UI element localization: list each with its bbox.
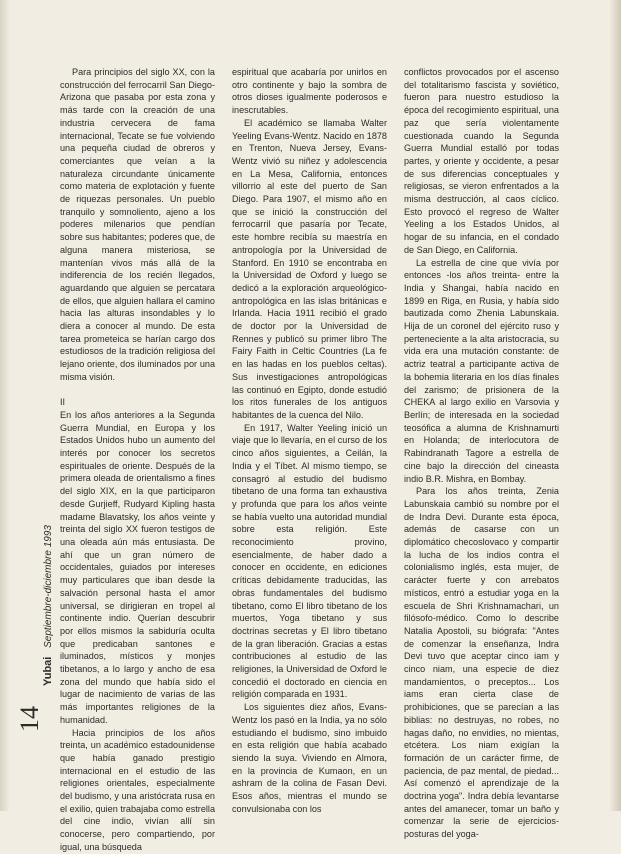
paragraph: Para los años treinta, Zenia Labunskaia cambió su nombre por el de Indra Devi. Durante esta época, además de casarse con un diplomático checoslovaco y compartir la lucha de los indios contra el colonialismo inglés, esta mujer, de carácter fuerte y con arrebatos místicos, entró a estudiar yoga en la escuela de Shri Krishnamachari, un filósofo-médico. Como lo describe Natalia Apostoli, su biógrafa: "Antes de comenzar la enseñanza, Indra Devi tuvo que aceptar cinco iam y cinco niam, una especie de diez mandamientos, o preceptos... Los iams eran cierta clase de prohibiciones, que se parecían a las biblias: no destruyas, no robes, no hagas daño, no envidies, no mientas, etcétera. Los niam exigían la formación de un carácter firme, de paciencia, de paz mental, de piedad... Así comenzó el aprendizaje de la doctrina yoga". Indra debía levantarse antes del amanecer, tomar un baño y comenzar la serie de ejercicios-posturas del yoga-: [404, 486, 559, 840]
paragraph: En 1917, Walter Yeeling inició un viaje que lo llevaría, en el curso de los cinco años siguientes, a Ceilán, la India y el Tíbet. Al mismo tiempo, se consagró al estudio del budismo tibetano de una forma tan exhaustiva y profunda que para los años veinte se había vuelto una autoridad mundial sobre esta religión. Este reconocimiento provino, esencialmente, de haber dado a conocer en occidente, en ediciones críticas debidamente traducidas, las obras fundamentales del budismo tibetano, como El libro tibetano de los muertos, Yoga tibetano y sus doctrinas secretas y El libro tibetano de la gran liberación. Gracias a estas contribuciones al estudio de las religiones, la Universidad de Oxford le concedió el doctorado en ciencia en religión comparada en 1931.: [232, 422, 387, 700]
paragraph: La estrella de cine que vivía por entonces -los años treinta- entre la India y Shangai, había nacido en 1899 en Riga, en Rusia, y había sido bautizada como Zhenia Labunskaia. Hija de un coronel del ejército ruso y perteneciente a la alta aristocracia, su vida era una mutación constante: de actriz teatral a participante activa de la bohemia literaria en los días finales del zarismo; de prisionera de la CHEKA al largo exilio en Varsovia y Berlín; de interesada en la sociedad teosófica a alumna de Krishnamurti en Holanda; de interlocutora de Rabindranath Tagore a estrella de cine bajo la dirección del cineasta indio B.R. Mishra, en Bombay.: [404, 257, 559, 484]
paragraph: Para principios del siglo XX, con la construcción del ferrocarril San Diego-Arizona que pasaba por esta zona y más tarde con la creación de una industria cervecera de fama internacional, Tecate se fue volviendo una pequeña ciudad de obreros y comerciantes que veían a la naturaleza circundante únicamente como materia de explotación y fuente de riquezas personales. Un pueblo tranquilo y somnoliento, ajeno a los poderes milenarios que pendían sobre sus habitantes; poderes que, de alguna manera misteriosa, se mantenían vivos más allá de la indiferencia de los recién llegados, aguardando que alguien se percatara de ellos, que alguien hallara el camino hacia las alturas insondables y lo diera a conocer al mundo. De esta tarea prometeica se harían cargo dos estudiosos de la tradición religiosa del lejano oriente, dos iluminados por una misma visión.: [60, 67, 215, 382]
paragraph: conflictos provocados por el ascenso del totalitarismo fascista y soviético, fueron para nuestro estudioso la época del recogimiento espiritual, una paz que sería violentamente cuestionada cuando la Segunda Guerra Mundial estalló por todas partes, y oriente y occidente, a pesar de sus diferencias conceptuales y religiosas, se vieron enfrentados a la misma destrucción, al caos cíclico. Esto provocó el regreso de Walter Yeeling a los Estados Unidos, al hogar de su infancia, en el condado de San Diego, en California.: [404, 67, 559, 255]
paragraph: En los años anteriores a la Segunda Guerra Mundial, en Europa y los Estados Unidos hubo un aumento del interés por conocer los secretos espirituales de oriente. Después de la primera oleada de orientalismo a fines del siglo XIX, en la que participaron desde Gurjieff, Rudyard Kipling hasta madame Blavatsky, los años veinte y treinta del siglo XX fueron testigos de una oleada aún más entusiasta. De ahí que un gran número de occidentales, guiados por intereses muy particulares que iban desde la salvación personal hasta el amor universal, se dirigieran en tropel al continente indio. Querían descubrir por ellos mismos la sabiduría oculta que predicaban santones e iluminados, místicos y monjes tibetanos, a lo largo y ancho de esa zona del mundo que había sido el lugar de nacimiento de varias de las más importantes religiones de la humanidad.: [60, 409, 215, 725]
paragraph: espiritual que acabaría por unirlos en otro continente y bajo la sombra de otros dioses igualmente poderosos e inescrutables.: [232, 67, 387, 116]
text-column-3: [404, 66, 559, 841]
paragraph: Hacia principios de los años treinta, un académico estadounidense que había ganado prestigio internacional en el estudio de las religiones orientales, especialmente del budismo, y una aristócrata rusa en el exilio, quien trabajaba como estrella del cine indio, vivían allí sin conocerse, pero compartiendo, por igual, una búsqueda: [60, 727, 215, 852]
magazine-name: Yubai: [42, 656, 54, 686]
paragraph: El académico se llamaba Walter Yeeling Evans-Wentz. Nacido en 1878 en Trenton, Nueva Jersey, Evans-Wentz vivió su niñez y adolescencia en La Mesa, California, entonces villorrio al este del puerto de San Diego. Para 1907, el mismo año en que se inició la construcción del ferrocarril que pasaría por Tecate, este hombre recibía su maestría en antropología por la Universidad de Stanford. En 1910 se encontraba en la Universidad de Oxford y luego se dedicó a la exploración arqueológico-antropológica en las islas británicas e Irlanda. Hacia 1911 recibió el grado de doctor por la Universidad de Rennes y publicó su primer libro The Fairy Faith in Celtic Countries (La fe en las hadas en los pueblos celtas). Sus investigaciones antropológicas las continuó en Egipto, donde estudió los ritos funerales de los antiguos habitantes de la cuenca del Nilo.: [232, 117, 387, 420]
paragraph: Los siguientes diez años, Evans-Wentz los pasó en la India, ya no sólo estudiando el budismo, sino imbuido en esta religión que había acabado siendo la suya. Viviendo en Almora, en la provincia de Kumaon, en un ashram de la colina de Fasan Devi. Esos años, mientras el mundo se convulsionaba con los: [232, 702, 387, 814]
section-heading: II: [60, 397, 66, 408]
page-edge-left: [0, 0, 10, 811]
text-column-1: [60, 66, 215, 854]
page-edge-right: [609, 0, 621, 811]
running-footer: [42, 486, 54, 686]
page-number: 14: [15, 706, 44, 732]
text-column-2: [232, 66, 387, 815]
issue-date: Septiembre-diciembre 1993: [43, 525, 54, 648]
